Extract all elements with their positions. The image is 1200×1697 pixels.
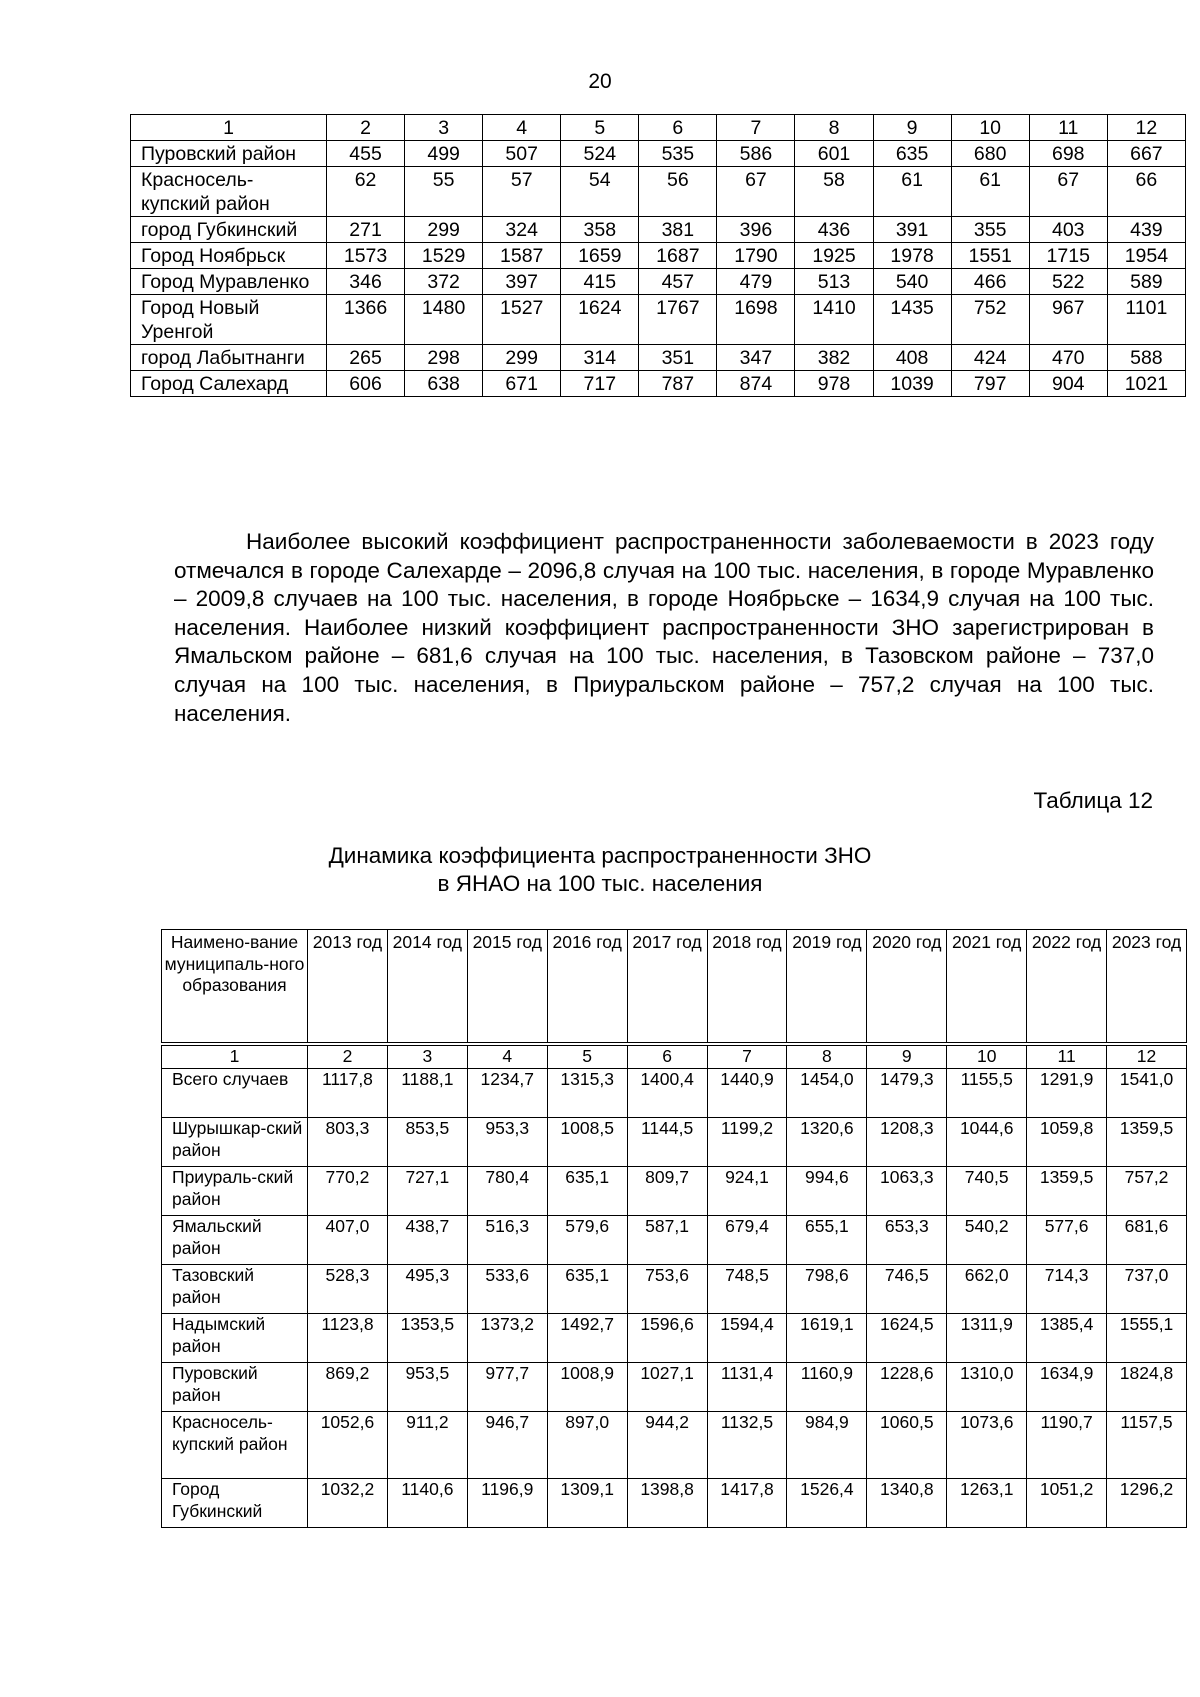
cell-value: 535 <box>639 141 717 167</box>
cell-value: 770,2 <box>308 1167 388 1216</box>
cell-value: 967 <box>1029 295 1107 345</box>
column-number: 6 <box>639 115 717 141</box>
column-number: 10 <box>947 1044 1027 1069</box>
table-row <box>131 345 1186 371</box>
cell-value: 1526,4 <box>787 1479 867 1528</box>
summary-paragraph: Наиболее высокий коэффициент распространенности заболеваемости в 2023 году отмечался в городе Салехарде – 2096,8 случая на 100 тыс. населения, в городе Муравленко – 2009,8 случаев на 100 тыс. населения, в городе Ноябрьске – 1634,9 случая на 100 тыс. населения. Наиболее низкий коэффициент распространенности ЗНО зарегистрирован в Ямальском районе – 681,6 случая на 100 тыс. населения, в Тазовском районе – 737,0 случая на 100 тыс. населения, в Приуральском районе – 757,2 случая на 100 тыс. населения. <box>174 529 1154 726</box>
cell-value: 1573 <box>327 243 405 269</box>
row-name: Надымский район <box>162 1314 308 1363</box>
column-number: 8 <box>795 115 873 141</box>
table-title-line-2: в ЯНАО на 100 тыс. населения <box>437 871 763 896</box>
cell-value: 524 <box>561 141 639 167</box>
cell-value: 953,3 <box>467 1118 547 1167</box>
row-name: Пуровский район <box>131 141 327 167</box>
cell-value: 1435 <box>873 295 951 345</box>
cell-value: 579,6 <box>547 1216 627 1265</box>
cell-value: 438,7 <box>387 1216 467 1265</box>
cell-value: 408 <box>873 345 951 371</box>
row-name: город Лабытнанги <box>131 345 327 371</box>
cell-value: 499 <box>405 141 483 167</box>
column-number: 3 <box>387 1044 467 1069</box>
column-number: 11 <box>1029 115 1107 141</box>
header-year: 2021 год <box>947 930 1027 1045</box>
cell-value: 1385,4 <box>1027 1314 1107 1363</box>
cell-value: 727,1 <box>387 1167 467 1216</box>
prevalence-dynamics-table <box>161 929 1187 1528</box>
column-number: 5 <box>561 115 639 141</box>
table-row <box>131 243 1186 269</box>
cell-value: 904 <box>1029 371 1107 397</box>
cell-value: 1157,5 <box>1107 1412 1187 1479</box>
cell-value: 635,1 <box>547 1167 627 1216</box>
cell-value: 1188,1 <box>387 1069 467 1118</box>
cell-value: 588 <box>1107 345 1185 371</box>
morbidity-table-continued <box>130 114 1186 397</box>
table-row <box>131 167 1186 217</box>
cell-value: 1440,9 <box>707 1069 787 1118</box>
column-number: 6 <box>627 1044 707 1069</box>
row-name: Город Муравленко <box>131 269 327 295</box>
column-number: 5 <box>547 1044 627 1069</box>
column-number: 1 <box>162 1044 308 1069</box>
table-row <box>162 1314 1187 1363</box>
cell-value: 1291,9 <box>1027 1069 1107 1118</box>
cell-value: 680 <box>951 141 1029 167</box>
cell-value: 869,2 <box>308 1363 388 1412</box>
row-name: Шурышкар-ский район <box>162 1118 308 1167</box>
cell-value: 346 <box>327 269 405 295</box>
cell-value: 466 <box>951 269 1029 295</box>
cell-value: 746,5 <box>867 1265 947 1314</box>
cell-value: 1073,6 <box>947 1412 1027 1479</box>
cell-value: 299 <box>405 217 483 243</box>
cell-value: 606 <box>327 371 405 397</box>
cell-value: 984,9 <box>787 1412 867 1479</box>
cell-value: 58 <box>795 167 873 217</box>
cell-value: 740,5 <box>947 1167 1027 1216</box>
cell-value: 1309,1 <box>547 1479 627 1528</box>
cell-value: 1132,5 <box>707 1412 787 1479</box>
cell-value: 671 <box>483 371 561 397</box>
cell-value: 1234,7 <box>467 1069 547 1118</box>
cell-value: 587,1 <box>627 1216 707 1265</box>
cell-value: 698 <box>1029 141 1107 167</box>
table-row <box>162 1265 1187 1314</box>
cell-value: 54 <box>561 167 639 217</box>
header-year: 2017 год <box>627 930 707 1045</box>
cell-value: 1587 <box>483 243 561 269</box>
cell-value: 1208,3 <box>867 1118 947 1167</box>
table-row <box>131 217 1186 243</box>
cell-value: 748,5 <box>707 1265 787 1314</box>
column-number-row <box>162 1044 1187 1069</box>
cell-value: 946,7 <box>467 1412 547 1479</box>
cell-value: 391 <box>873 217 951 243</box>
cell-value: 1190,7 <box>1027 1412 1107 1479</box>
cell-value: 1131,4 <box>707 1363 787 1412</box>
cell-value: 803,3 <box>308 1118 388 1167</box>
table-row <box>162 1216 1187 1265</box>
cell-value: 271 <box>327 217 405 243</box>
cell-value: 1039 <box>873 371 951 397</box>
cell-value: 407,0 <box>308 1216 388 1265</box>
cell-value: 1790 <box>717 243 795 269</box>
cell-value: 681,6 <box>1107 1216 1187 1265</box>
cell-value: 1417,8 <box>707 1479 787 1528</box>
cell-value: 516,3 <box>467 1216 547 1265</box>
cell-value: 1263,1 <box>947 1479 1027 1528</box>
cell-value: 351 <box>639 345 717 371</box>
cell-value: 56 <box>639 167 717 217</box>
column-number: 4 <box>467 1044 547 1069</box>
cell-value: 457 <box>639 269 717 295</box>
table-row <box>162 1118 1187 1167</box>
cell-value: 397 <box>483 269 561 295</box>
cell-value: 439 <box>1107 217 1185 243</box>
cell-value: 1059,8 <box>1027 1118 1107 1167</box>
cell-value: 1063,3 <box>867 1167 947 1216</box>
cell-value: 1199,2 <box>707 1118 787 1167</box>
cell-value: 1044,6 <box>947 1118 1027 1167</box>
cell-value: 1527 <box>483 295 561 345</box>
table-row <box>131 371 1186 397</box>
cell-value: 540,2 <box>947 1216 1027 1265</box>
cell-value: 1410 <box>795 295 873 345</box>
cell-value: 1051,2 <box>1027 1479 1107 1528</box>
header-year: 2014 год <box>387 930 467 1045</box>
cell-value: 1021 <box>1107 371 1185 397</box>
cell-value: 324 <box>483 217 561 243</box>
table-header-row <box>162 930 1187 1045</box>
cell-value: 396 <box>717 217 795 243</box>
cell-value: 528,3 <box>308 1265 388 1314</box>
cell-value: 977,7 <box>467 1363 547 1412</box>
column-number: 4 <box>483 115 561 141</box>
cell-value: 667 <box>1107 141 1185 167</box>
cell-value: 753,6 <box>627 1265 707 1314</box>
cell-value: 1140,6 <box>387 1479 467 1528</box>
cell-value: 1954 <box>1107 243 1185 269</box>
cell-value: 61 <box>873 167 951 217</box>
header-municipality: Наимено-вание муниципаль-ного образования <box>162 930 308 1045</box>
cell-value: 1529 <box>405 243 483 269</box>
cell-value: 1359,5 <box>1107 1118 1187 1167</box>
cell-value: 1624,5 <box>867 1314 947 1363</box>
cell-value: 586 <box>717 141 795 167</box>
cell-value: 1619,1 <box>787 1314 867 1363</box>
cell-value: 714,3 <box>1027 1265 1107 1314</box>
cell-value: 1359,5 <box>1027 1167 1107 1216</box>
cell-value: 1551 <box>951 243 1029 269</box>
cell-value: 67 <box>1029 167 1107 217</box>
cell-value: 797 <box>951 371 1029 397</box>
column-number: 7 <box>707 1044 787 1069</box>
header-year: 2020 год <box>867 930 947 1045</box>
cell-value: 372 <box>405 269 483 295</box>
cell-value: 1320,6 <box>787 1118 867 1167</box>
cell-value: 415 <box>561 269 639 295</box>
cell-value: 1366 <box>327 295 405 345</box>
table-row <box>162 1412 1187 1479</box>
row-name: Город Ноябрьск <box>131 243 327 269</box>
column-number: 3 <box>405 115 483 141</box>
cell-value: 662,0 <box>947 1265 1027 1314</box>
header-year: 2015 год <box>467 930 547 1045</box>
column-number: 9 <box>867 1044 947 1069</box>
table-title <box>0 842 1200 898</box>
row-name: Красносель-купский район <box>162 1412 308 1479</box>
cell-value: 1032,2 <box>308 1479 388 1528</box>
row-name: город Губкинский <box>131 217 327 243</box>
cell-value: 495,3 <box>387 1265 467 1314</box>
cell-value: 1767 <box>639 295 717 345</box>
cell-value: 1479,3 <box>867 1069 947 1118</box>
cell-value: 1296,2 <box>1107 1479 1187 1528</box>
cell-value: 1659 <box>561 243 639 269</box>
cell-value: 1101 <box>1107 295 1185 345</box>
cell-value: 1541,0 <box>1107 1069 1187 1118</box>
cell-value: 1117,8 <box>308 1069 388 1118</box>
cell-value: 299 <box>483 345 561 371</box>
column-number: 2 <box>308 1044 388 1069</box>
cell-value: 798,6 <box>787 1265 867 1314</box>
cell-value: 737,0 <box>1107 1265 1187 1314</box>
column-number: 10 <box>951 115 1029 141</box>
cell-value: 1400,4 <box>627 1069 707 1118</box>
cell-value: 1824,8 <box>1107 1363 1187 1412</box>
column-number: 11 <box>1027 1044 1107 1069</box>
cell-value: 1596,6 <box>627 1314 707 1363</box>
cell-value: 1715 <box>1029 243 1107 269</box>
row-name: Всего случаев <box>162 1069 308 1118</box>
cell-value: 1353,5 <box>387 1314 467 1363</box>
cell-value: 1687 <box>639 243 717 269</box>
table-row <box>131 295 1186 345</box>
row-name: Город Новый Уренгой <box>131 295 327 345</box>
cell-value: 1454,0 <box>787 1069 867 1118</box>
cell-value: 1008,9 <box>547 1363 627 1412</box>
cell-value: 470 <box>1029 345 1107 371</box>
row-name: Тазовский район <box>162 1265 308 1314</box>
cell-value: 1373,2 <box>467 1314 547 1363</box>
cell-value: 911,2 <box>387 1412 467 1479</box>
cell-value: 653,3 <box>867 1216 947 1265</box>
cell-value: 67 <box>717 167 795 217</box>
header-year: 2013 год <box>308 930 388 1045</box>
column-number: 12 <box>1107 115 1185 141</box>
cell-value: 66 <box>1107 167 1185 217</box>
cell-value: 1398,8 <box>627 1479 707 1528</box>
cell-value: 1634,9 <box>1027 1363 1107 1412</box>
cell-value: 382 <box>795 345 873 371</box>
cell-value: 1315,3 <box>547 1069 627 1118</box>
cell-value: 601 <box>795 141 873 167</box>
cell-value: 589 <box>1107 269 1185 295</box>
cell-value: 638 <box>405 371 483 397</box>
cell-value: 1594,4 <box>707 1314 787 1363</box>
header-year: 2023 год <box>1107 930 1187 1045</box>
cell-value: 1555,1 <box>1107 1314 1187 1363</box>
cell-value: 1052,6 <box>308 1412 388 1479</box>
column-number: 2 <box>327 115 405 141</box>
cell-value: 1925 <box>795 243 873 269</box>
cell-value: 978 <box>795 371 873 397</box>
table-row <box>162 1363 1187 1412</box>
cell-value: 897,0 <box>547 1412 627 1479</box>
cell-value: 1155,5 <box>947 1069 1027 1118</box>
row-name: Ямальский район <box>162 1216 308 1265</box>
header-year: 2016 год <box>547 930 627 1045</box>
cell-value: 1978 <box>873 243 951 269</box>
cell-value: 403 <box>1029 217 1107 243</box>
cell-value: 1480 <box>405 295 483 345</box>
cell-value: 57 <box>483 167 561 217</box>
cell-value: 436 <box>795 217 873 243</box>
cell-value: 533,6 <box>467 1265 547 1314</box>
cell-value: 1698 <box>717 295 795 345</box>
cell-value: 540 <box>873 269 951 295</box>
row-name: Город Салехард <box>131 371 327 397</box>
cell-value: 358 <box>561 217 639 243</box>
cell-value: 1311,9 <box>947 1314 1027 1363</box>
table-row <box>131 141 1186 167</box>
cell-value: 752 <box>951 295 1029 345</box>
cell-value: 1492,7 <box>547 1314 627 1363</box>
table-row <box>131 269 1186 295</box>
cell-value: 55 <box>405 167 483 217</box>
header-year: 2019 год <box>787 930 867 1045</box>
column-number: 1 <box>131 115 327 141</box>
cell-value: 953,5 <box>387 1363 467 1412</box>
cell-value: 1160,9 <box>787 1363 867 1412</box>
table-row <box>162 1069 1187 1118</box>
cell-value: 994,6 <box>787 1167 867 1216</box>
cell-value: 787 <box>639 371 717 397</box>
cell-value: 347 <box>717 345 795 371</box>
cell-value: 874 <box>717 371 795 397</box>
table-row <box>162 1167 1187 1216</box>
cell-value: 577,6 <box>1027 1216 1107 1265</box>
cell-value: 1196,9 <box>467 1479 547 1528</box>
table-title-line-1: Динамика коэффициента распространенности ЗНО <box>328 843 872 868</box>
column-number: 9 <box>873 115 951 141</box>
cell-value: 655,1 <box>787 1216 867 1265</box>
cell-value: 1340,8 <box>867 1479 947 1528</box>
header-year: 2018 год <box>707 930 787 1045</box>
cell-value: 1008,5 <box>547 1118 627 1167</box>
table-row <box>162 1479 1187 1528</box>
cell-value: 1624 <box>561 295 639 345</box>
cell-value: 1123,8 <box>308 1314 388 1363</box>
cell-value: 513 <box>795 269 873 295</box>
cell-value: 809,7 <box>627 1167 707 1216</box>
cell-value: 944,2 <box>627 1412 707 1479</box>
cell-value: 1310,0 <box>947 1363 1027 1412</box>
cell-value: 1228,6 <box>867 1363 947 1412</box>
cell-value: 780,4 <box>467 1167 547 1216</box>
table-header-row <box>131 115 1186 141</box>
row-name: Пуровский район <box>162 1363 308 1412</box>
cell-value: 635 <box>873 141 951 167</box>
column-number: 7 <box>717 115 795 141</box>
cell-value: 265 <box>327 345 405 371</box>
cell-value: 381 <box>639 217 717 243</box>
cell-value: 522 <box>1029 269 1107 295</box>
cell-value: 924,1 <box>707 1167 787 1216</box>
cell-value: 314 <box>561 345 639 371</box>
cell-value: 679,4 <box>707 1216 787 1265</box>
cell-value: 355 <box>951 217 1029 243</box>
cell-value: 757,2 <box>1107 1167 1187 1216</box>
cell-value: 455 <box>327 141 405 167</box>
cell-value: 853,5 <box>387 1118 467 1167</box>
cell-value: 424 <box>951 345 1029 371</box>
cell-value: 1060,5 <box>867 1412 947 1479</box>
cell-value: 1027,1 <box>627 1363 707 1412</box>
row-name: Город Губкинский <box>162 1479 308 1528</box>
page-number: 20 <box>588 70 612 93</box>
cell-value: 717 <box>561 371 639 397</box>
cell-value: 479 <box>717 269 795 295</box>
row-name: Красносель-купский район <box>131 167 327 217</box>
cell-value: 635,1 <box>547 1265 627 1314</box>
column-number: 12 <box>1107 1044 1187 1069</box>
row-name: Приураль-ский район <box>162 1167 308 1216</box>
cell-value: 61 <box>951 167 1029 217</box>
cell-value: 62 <box>327 167 405 217</box>
cell-value: 1144,5 <box>627 1118 707 1167</box>
cell-value: 298 <box>405 345 483 371</box>
column-number: 8 <box>787 1044 867 1069</box>
header-year: 2022 год <box>1027 930 1107 1045</box>
cell-value: 507 <box>483 141 561 167</box>
table-label: Таблица 12 <box>1033 788 1153 813</box>
